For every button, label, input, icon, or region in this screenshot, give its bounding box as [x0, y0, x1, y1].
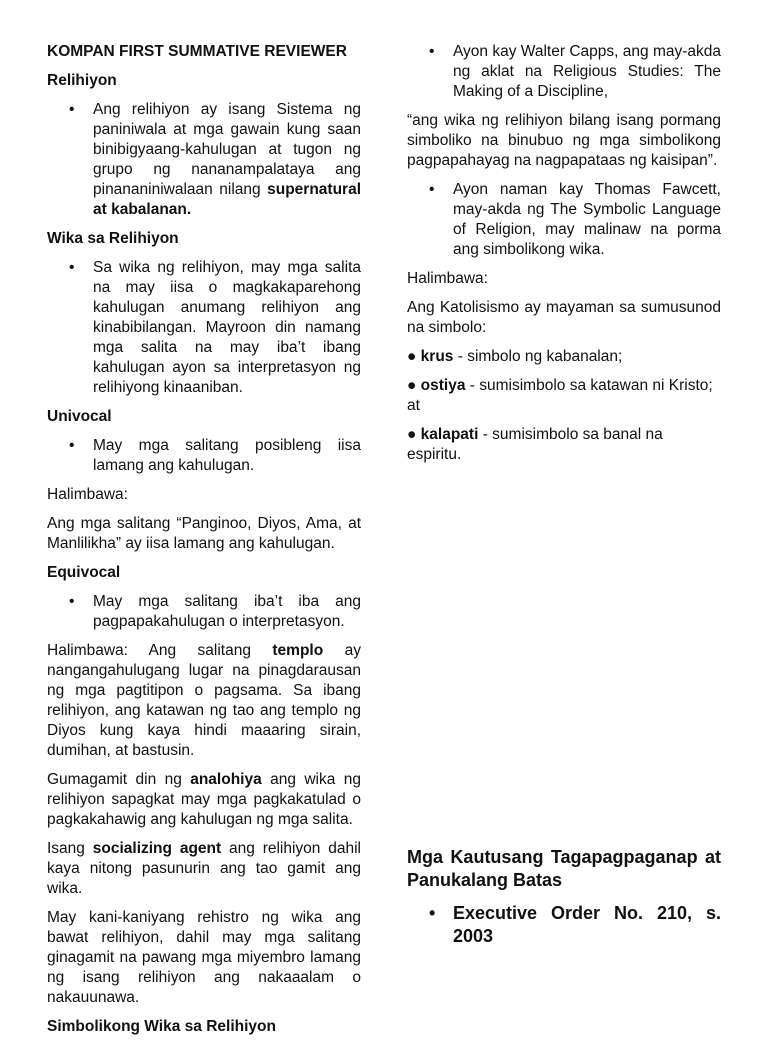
symbol-bullet-icon: ●	[407, 348, 421, 365]
bullet-icon: •	[69, 259, 75, 276]
symbol-item-kalapati: ● kalapati - sumisimbolo sa banal na espiritu.	[407, 426, 663, 463]
heading-wika-sa-relihiyon: Wika sa Relihiyon	[47, 230, 179, 247]
symbol-item-ostiya: ● ostiya - sumisimbolo sa katawan ni Kristo; at	[407, 377, 713, 414]
right-column	[407, 42, 721, 474]
heading-relihiyon: Relihiyon	[47, 72, 117, 89]
list-item: • May mga salitang iba’t iba ang pagpapakahulugan o interpretasyon.	[69, 593, 361, 630]
executive-order-list	[407, 902, 721, 948]
list-item: • May mga salitang posibleng iisa lamang ang kahulugan.	[69, 437, 361, 474]
heading-simbolikong-wika: Simbolikong Wika sa Relihiyon	[47, 1018, 276, 1035]
kautusan-heading: Mga Kautusang Tagapagpaganap at Panukalang Batas	[407, 847, 721, 890]
katolisismo-paragraph: Ang Katolisismo ay mayaman sa sumusunod na simbolo:	[407, 299, 721, 336]
bullet-icon: •	[429, 181, 435, 198]
list-item: • Ang relihiyon ay isang Sistema ng paniniwala at mga gawain kung saan binibigyaang-kahulugan at tugon ng grupo ng nananampalataya ang pinananiniwalaan nilang supernatural at kabalanan.	[69, 101, 361, 218]
list-item: • Executive Order No. 210, s. 2003	[429, 903, 721, 946]
heading-univocal: Univocal	[47, 408, 112, 425]
wika-list	[47, 258, 361, 398]
symbol-item-krus: ● krus - simbolo ng kabanalan;	[407, 348, 623, 365]
list-item: • Sa wika ng relihiyon, may mga salita na may iisa o magkakaparehong kahulugan anumang relihiyon ang kinabibilangan. Mayroon din namang mga salita na may iba’t ibang kahulugan ayon sa interpretasyon ng relihiyong kinaaniban.	[69, 259, 361, 396]
document-title: KOMPAN FIRST SUMMATIVE REVIEWER	[47, 43, 347, 60]
equivocal-example: Halimbawa: Ang salitang templo ay nangangahulugang lugar na pinagdarausan ng mga pagtitipon o pagsama. Sa ibang relihiyon, ang katawan ng tao ang templo ng Diyos kung kaya hindi maaaring sirain, dumihan, at bastusin.	[47, 642, 361, 759]
list-item: • Ayon kay Walter Capps, ang may-akda ng aklat na Religious Studies: The Making of a Discipline,	[429, 43, 721, 100]
univocal-example: Ang mga salitang “Panginoo, Diyos, Ama, at Manlilikha” ay iisa lamang ang kahulugan.	[47, 515, 361, 552]
socializing-agent-paragraph: Isang socializing agent ang relihiyon dahil kaya nitong pasunurin ang tao gamit ang wika.	[47, 840, 361, 897]
bullet-icon: •	[69, 593, 75, 610]
capps-list	[407, 42, 721, 102]
list-item: • Ayon naman kay Thomas Fawcett, may-akda ng The Symbolic Language of Religion, may malinaw na porma ang simbolikong wika.	[429, 181, 721, 258]
right-bottom-section	[407, 846, 721, 957]
symbol-bullet-icon: ●	[407, 426, 421, 443]
bullet-icon: •	[429, 903, 436, 923]
rehistro-paragraph: May kani-kaniyang rehistro ng wika ang bawat relihiyon, dahil may mga salitang ginagamit na pawang mga miyembro lamang ng isang relihiyon ang nakaaalam o nakauunawa.	[47, 909, 361, 1006]
bullet-icon: •	[69, 101, 75, 118]
left-column	[47, 42, 361, 1046]
heading-equivocal: Equivocal	[47, 564, 121, 581]
analohiya-paragraph: Gumagamit din ng analohiya ang wika ng relihiyon sapagkat may mga pagkakatulad o pagkakahawig ang kahulugan ng mga salita.	[47, 771, 361, 828]
univocal-list	[47, 436, 361, 476]
symbol-bullet-icon: ●	[407, 377, 421, 394]
capps-quote: “ang wika ng relihiyon bilang isang pormang simboliko na binubuo ng mga simbolikong pagpapahayag na nagpapataas ng kaisipan”.	[407, 112, 721, 169]
fawcett-list	[407, 180, 721, 260]
bullet-icon: •	[429, 43, 435, 60]
univocal-halimbawa-label: Halimbawa:	[47, 486, 128, 503]
relihiyon-list	[47, 100, 361, 220]
halimbawa-label: Halimbawa:	[407, 270, 488, 287]
bullet-icon: •	[69, 437, 75, 454]
equivocal-list	[47, 592, 361, 632]
